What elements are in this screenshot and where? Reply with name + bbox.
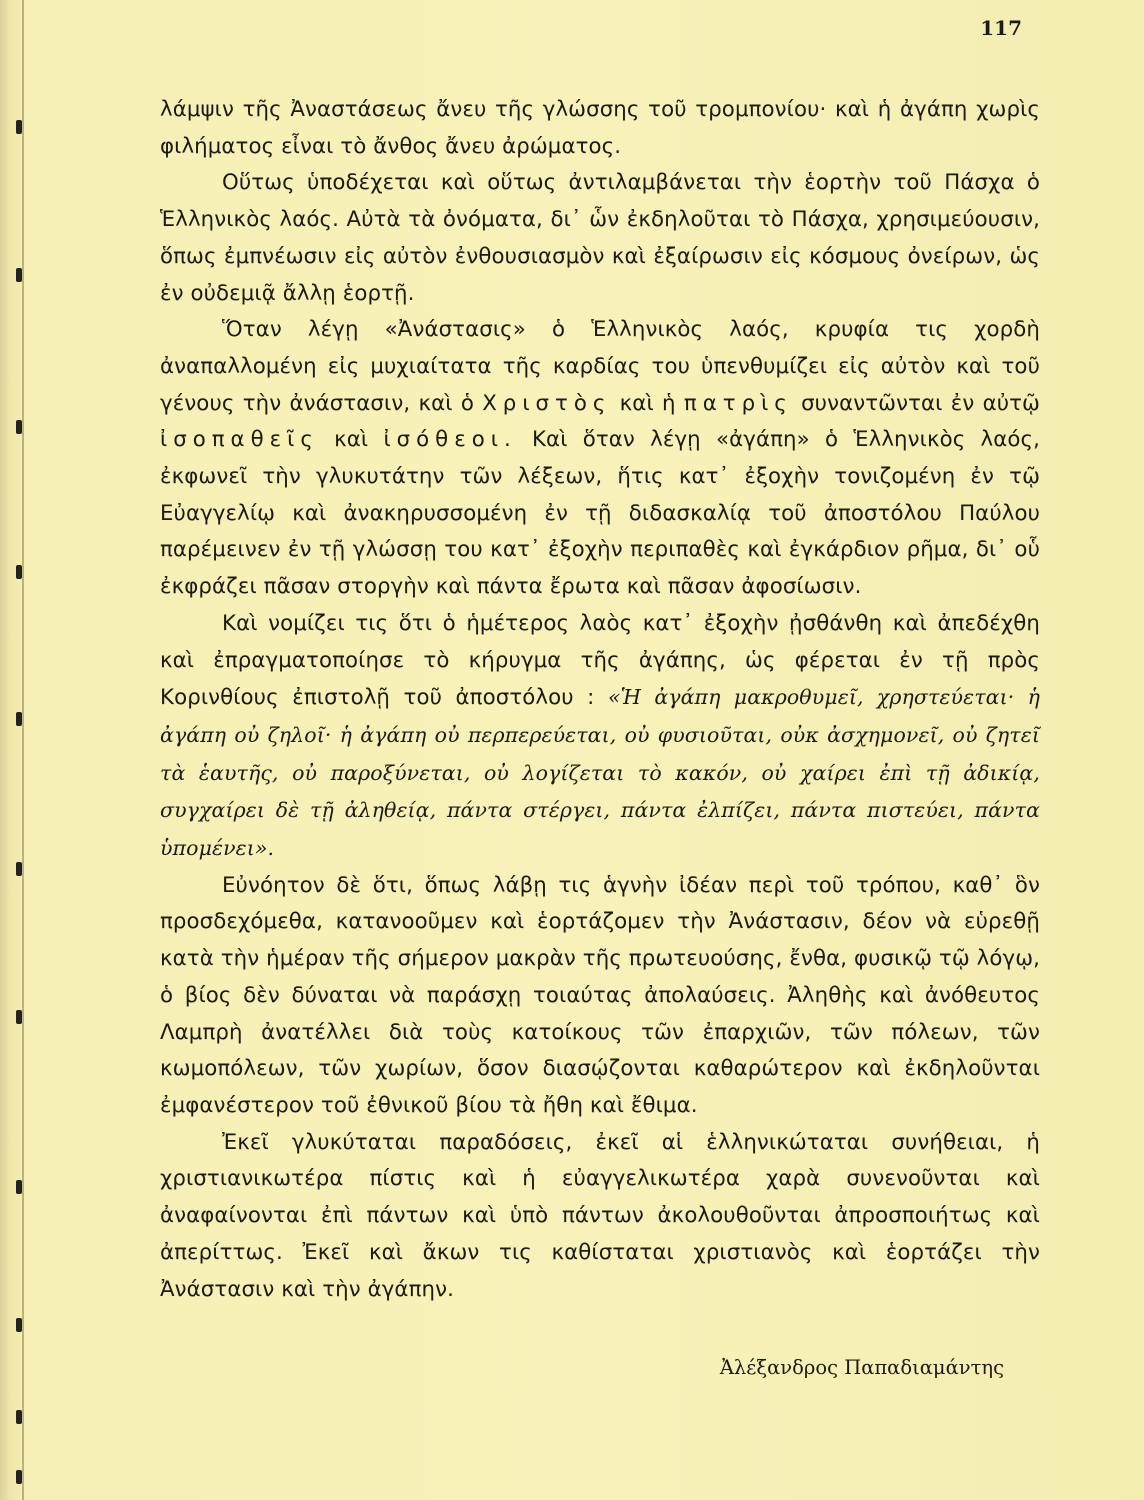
paragraph-3-text: συναντῶνται ἐν αὐτῷ [801,390,1040,416]
binding-mark [16,1470,22,1484]
corinthians-quote: «Ἡ ἀγάπη μακροθυμεῖ, χρηστεύεται· ἡ ἀγάπη οὐ ζηλοῖ· ἡ ἀγάπη οὐ περπερεύεται, οὐ φυσιοῦται, οὐκ ἀσχημονεῖ, οὐ ζητεῖ τὰ ἑαυτῆς, οὐ παροξύνεται, οὐ λογίζεται τὸ κακόν, οὐ χαίρει ἐπὶ τῇ ἀδικίᾳ, συγχαίρει δὲ τῇ ἀληθείᾳ, πάντα στέργει, πάντα ἐλπίζει, πάντα πιστεύει, πάντα ὑπομένει». [160,685,1040,861]
paragraph-3-text: Ὅταν λέγῃ «Ἀνάστασις» ὁ Ἑλληνικὸς λαός, κρυφία τις χορδὴ ἀναπαλλομένη εἰς μυχιαίτατα τῆς καρδίας του ὑπενθυμίζει εἰς αὐτὸν καὶ τοῦ γένους τὴν ἀνάστασιν, καὶ ὁ [160,317,1040,416]
binding-mark [16,268,22,282]
binding-mark [16,712,22,726]
paragraph-3 [160,312,1040,606]
spaced-word-isopatheis: ἰσοπαθεῖς [160,427,319,453]
binding-gutter [22,0,24,1500]
paragraph-1: λάμψιν τῆς Ἀναστάσεως ἄνευ τῆς γλώσσης τοῦ τρομπονίου· καὶ ἡ ἀγάπη χωρὶς φιλήματος εἶναι τὸ ἄνθος ἄνευ ἀρώματος. [160,97,1040,159]
binding-mark [16,1410,22,1424]
binding-mark [16,1180,22,1194]
paragraph-4-text: Καὶ νομίζει τις ὅτι ὁ ἡμέτερος λαὸς κατ᾽ ἐξοχὴν ᾐσθάνθη καὶ ἀπεδέχθη καὶ ἐπραγματοποίησε τὸ κήρυγμα τῆς ἀγάπης, ὡς φέρεται ἐν τῇ πρὸς Κορινθίους ἐπιστολῇ τοῦ ἀποστόλου : [160,610,1040,711]
binding-mark [16,1010,22,1024]
binding-mark [16,862,22,876]
page-number: 117 [980,16,1022,40]
binding-mark [16,565,22,579]
body-text [160,92,1040,1308]
paragraph-6: Ἐκεῖ γλυκύταται παραδόσεις, ἐκεῖ αἱ ἑλληνικώταται συνήθειαι, ἡ χριστιανικωτέρα πίστις καὶ ἡ εὐαγγελικωτέρα χαρὰ συνενοῦνται καὶ ἀναφαίνονται ἐπὶ πάντων καὶ ὑπὸ πάντων ἀκολουθοῦνται ἀπροσποιήτως καὶ ἀπερίττως. Ἐκεῖ καὶ ἄκων τις καθίσταται χριστιανὸς καὶ ἑορτάζει τὴν Ἀνάστασιν καὶ τὴν ἀγάπην. [160,1129,1040,1302]
paragraph-3-text: καὶ [334,427,369,453]
author-signature: Ἀλέξανδρος Παπαδιαμάντης [719,1356,1004,1379]
binding-mark [16,120,22,134]
spaced-word-patris: πατρὶς [683,390,793,416]
paragraph-2: Οὕτως ὑποδέχεται καὶ οὕτως ἀντιλαμβάνεται τὴν ἑορτὴν τοῦ Πάσχα ὁ Ἑλληνικὸς λαός. Αὐτὰ τὰ ὀνόματα, δι᾽ ὧν ἐκδηλοῦται τὸ Πάσχα, χρησιμεύουσιν, ὅπως ἐμπνέωσιν εἰς αὐτὸν ἐνθουσιασμὸν καὶ ἐξαίρωσιν εἰς κόσμους ὀνείρων, ὡς ἐν οὐδεμιᾷ ἄλλῃ ἑορτῇ. [160,170,1040,306]
binding-mark [16,420,22,434]
paragraph-5: Εὐνόητον δὲ ὅτι, ὅπως λάβῃ τις ἁγνὴν ἰδέαν περὶ τοῦ τρόπου, καθ᾽ ὃν προσδεχόμεθα, κατανοοῦμεν καὶ ἑορτάζομεν τὴν Ἀνάστασιν, δέον νὰ εὑρεθῇ κατὰ τὴν ἡμέραν τῆς σήμερον μακρὰν τῆς πρωτευούσης, ἔνθα, φυσικῷ τῷ λόγῳ, ὁ βίος δὲν δύναται νὰ παράσχῃ τοιαύτας ἀπολαύσεις. Ἀληθὴς καὶ ἀνόθευτος Λαμπρὴ ἀνατέλλει διὰ τοὺς κατοίκους τῶν ἐπαρχιῶν, τῶν πόλεων, τῶν κωμοπόλεων, τῶν χωρίων, ὅσον διασῴζονται καθαρώτερον καὶ ἐκδηλοῦνται ἐμφανέστερον τοῦ ἐθνικοῦ βίου τὰ ἤθη καὶ ἔθιμα. [160,872,1040,1118]
paragraph-3-text: καὶ ἡ [619,390,676,416]
spaced-word-isotheoi: ἰσόθεοι. [383,427,517,453]
paragraph-3-text: Καὶ ὅταν λέγῃ «ἀγάπη» ὁ Ἑλληνικὸς λαός, ἐκφωνεῖ τὴν γλυκυτάτην τῶν λέξεων, ἥτις κατ᾽ ἐξοχὴν τονιζομένη ἐν τῷ Εὐαγγελίῳ καὶ ἀνακηρυσσομένη ἐν τῇ διδασκαλίᾳ τοῦ ἀποστόλου Παύλου παρέμεινεν ἐν τῇ γλώσσῃ του κατ᾽ ἐξοχὴν περιπαθὲς καὶ ἐγκάρδιον ρῆμα, δι᾽ οὗ ἐκφράζει πᾶσαν στοργὴν καὶ πάντα ἔρωτα καὶ πᾶσαν ἀφοσίωσιν. [160,427,1041,600]
binding-mark [16,1318,22,1332]
paragraph-4 [160,606,1040,868]
spaced-word-christos: Χριστὸς [482,390,612,416]
